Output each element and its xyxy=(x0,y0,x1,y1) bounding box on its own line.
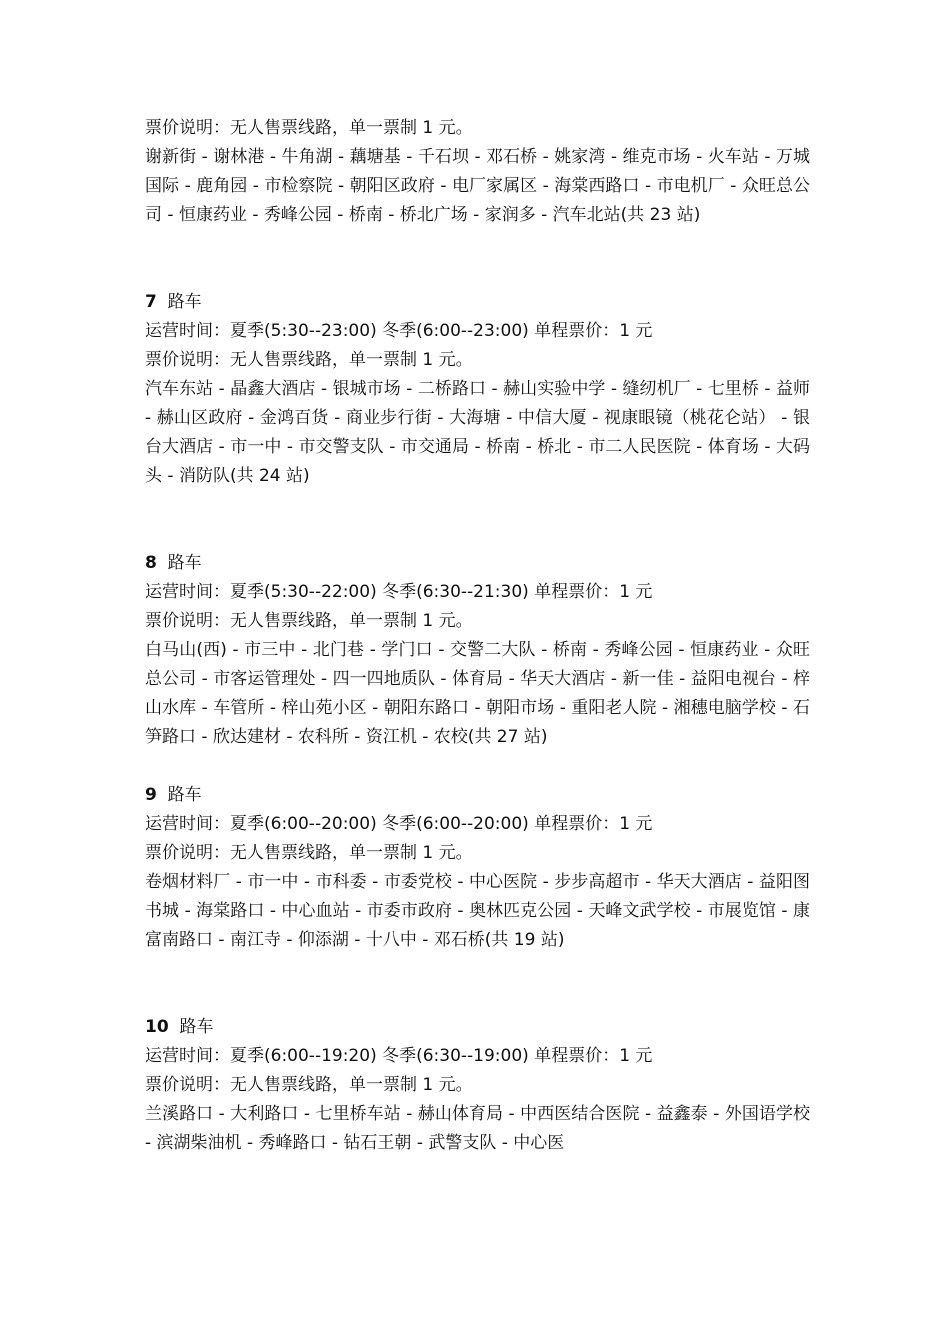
route-7 xyxy=(145,288,810,491)
route-title xyxy=(145,781,810,810)
fare-note: 票价说明：无人售票线路，单一票制 1 元。 xyxy=(145,118,473,138)
stop-list: 兰溪路口 - 大利路口 - 七里桥车站 - 赫山体育局 - 中西医结合医院 - 益鑫泰 - 外国语学校 - 滨湖柴油机 - 秀峰路口 - 钻石王朝 - 武警支队 - 中心医 xyxy=(145,1104,810,1153)
spacer xyxy=(145,230,810,288)
route-label: 路车 xyxy=(167,553,202,573)
route-label: 路车 xyxy=(167,292,202,312)
route-number: 9 xyxy=(145,785,157,805)
stop-list: 白马山(西) - 市三中 - 北门巷 - 学门口 - 交警二大队 - 桥南 - 秀峰公园 - 恒康药业 - 众旺总公司 - 市客运管理处 - 四一四地质队 - 体育局 - 华天大酒店 - 新一佳 - 益阳电视台 - 梓山水库 - 车管所 - 梓山苑小区 - 朝阳东路口 - 朝阳市场 - 重阳老人院 - 湘穗电脑学校 - 石笋路口 - 欣达建材 - 农科所 - 资江机 - 农校(共 27 站) xyxy=(145,640,810,747)
operating-hours: 运营时间：夏季(6:00--19:20) 冬季(6:30--19:00) 单程票价：1 元 xyxy=(145,1046,653,1066)
route-title xyxy=(145,288,810,317)
stop-list: 谢新街 - 谢林港 - 牛角湖 - 藕塘基 - 千石坝 - 邓石桥 - 姚家湾 - 维克市场 - 火车站 - 万城国际 - 鹿角园 - 市检察院 - 朝阳区政府 - 电厂家属区 - 海棠西路口 - 市电机厂 - 众旺总公司 - 恒康药业 - 秀峰公园 - 桥南 - 桥北广场 - 家润多 - 汽车北站(共 23 站) xyxy=(145,147,810,225)
spacer xyxy=(145,752,810,781)
route-label: 路车 xyxy=(179,1017,214,1037)
document-page xyxy=(145,114,810,1158)
route-number: 8 xyxy=(145,553,157,573)
spacer xyxy=(145,955,810,1013)
fare-note: 票价说明：无人售票线路，单一票制 1 元。 xyxy=(145,611,473,631)
route-title xyxy=(145,1013,810,1042)
route-10 xyxy=(145,1013,810,1158)
spacer xyxy=(145,491,810,549)
route-number: 10 xyxy=(145,1017,169,1037)
stop-list: 汽车东站 - 晶鑫大酒店 - 银城市场 - 二桥路口 - 赫山实验中学 - 缝纫机厂 - 七里桥 - 益师 - 赫山区政府 - 金鸿百货 - 商业步行街 - 大海塘 - 中信大厦 - 视康眼镜（桃花仑站） - 银台大酒店 - 市一中 - 市交警支队 - 市交通局 - 桥南 - 桥北 - 市二人民医院 - 体育场 - 大码头 - 消防队(共 24 站) xyxy=(145,379,810,486)
operating-hours: 运营时间：夏季(5:30--22:00) 冬季(6:30--21:30) 单程票价：1 元 xyxy=(145,582,653,602)
route-9 xyxy=(145,781,810,955)
fare-note: 票价说明：无人售票线路，单一票制 1 元。 xyxy=(145,843,473,863)
route-number: 7 xyxy=(145,292,157,312)
operating-hours: 运营时间：夏季(5:30--23:00) 冬季(6:00--23:00) 单程票价：1 元 xyxy=(145,321,653,341)
stop-list: 卷烟材料厂 - 市一中 - 市科委 - 市委党校 - 中心医院 - 步步高超市 - 华天大酒店 - 益阳图书城 - 海棠路口 - 中心血站 - 市委市政府 - 奥林匹克公园 - 天峰文武学校 - 市展览馆 - 康富南路口 - 南江寺 - 仰添湖 - 十八中 - 邓石桥(共 19 站) xyxy=(145,872,810,950)
route-label: 路车 xyxy=(167,785,202,805)
fare-note: 票价说明：无人售票线路，单一票制 1 元。 xyxy=(145,350,473,370)
fare-note: 票价说明：无人售票线路，单一票制 1 元。 xyxy=(145,1075,473,1095)
route-title xyxy=(145,549,810,578)
route-8 xyxy=(145,549,810,752)
route-6-continuation xyxy=(145,114,810,230)
operating-hours: 运营时间：夏季(6:00--20:00) 冬季(6:00--20:00) 单程票价：1 元 xyxy=(145,814,653,834)
